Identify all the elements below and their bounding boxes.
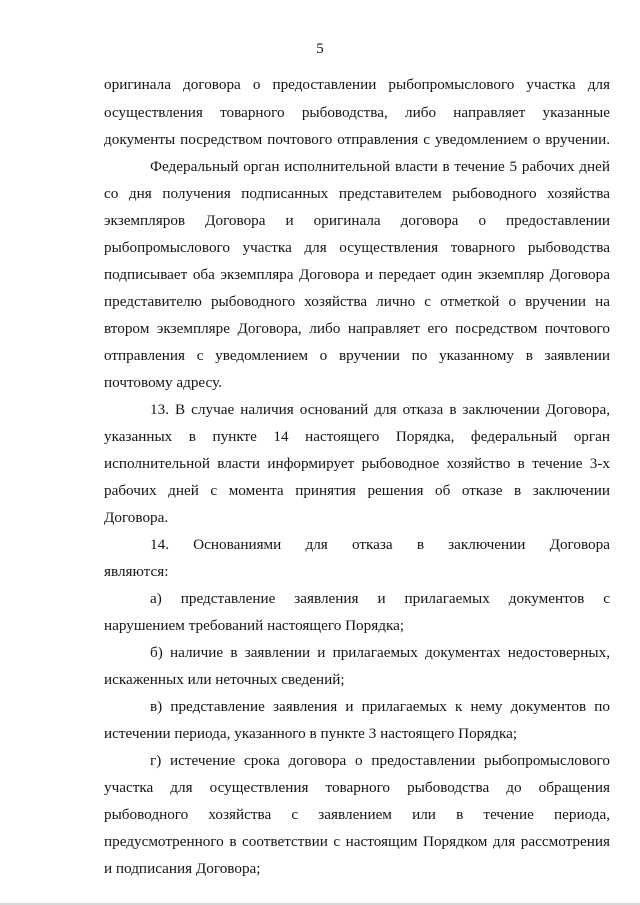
text-line: являются:: [104, 563, 169, 580]
text-line: истечении периода, указанного в пункте 3 настоящего Порядка;: [104, 725, 518, 742]
text-line: рыбоводного хозяйства с заявлением или в течение периода,: [104, 806, 610, 823]
text-line: а) представление заявления и прилагаемых документов с: [150, 590, 610, 607]
text-line: втором экземпляре Договора, либо направляет его посредством почтового: [104, 320, 610, 337]
text-line: со дня получения подписанных представителем рыбоводного хозяйства: [104, 185, 610, 202]
text-line: подписывает оба экземпляра Договора и передает один экземпляр Договора: [104, 266, 610, 283]
text-line: б) наличие в заявлении и прилагаемых документах недостоверных,: [150, 644, 610, 661]
text-line: и подписания Договора;: [104, 860, 261, 877]
text-line: осуществления товарного рыбоводства, либо направляет указанные: [104, 104, 610, 121]
text-line: искаженных или неточных сведений;: [104, 671, 345, 688]
text-line: почтовому адресу.: [104, 374, 222, 391]
text-line: рабочих дней с момента принятия решения об отказе в заключении: [104, 482, 610, 499]
text-line: исполнительной власти информирует рыбоводное хозяйство в течение 3-х: [104, 455, 610, 472]
text-line: представителю рыбоводного хозяйства лично с отметкой о вручении на: [104, 293, 610, 310]
text-line: указанных в пункте 14 настоящего Порядка, федеральный орган: [104, 428, 610, 445]
text-line: отправления с уведомлением о вручении по указанному в заявлении: [104, 347, 610, 364]
text-line: в) представление заявления и прилагаемых к нему документов по: [150, 698, 610, 715]
text-line: нарушением требований настоящего Порядка;: [104, 617, 405, 634]
page-number: 5: [316, 41, 324, 57]
text-line: Договора.: [104, 509, 169, 526]
text-line: рыбопромыслового участка для осуществления товарного рыбоводства: [104, 239, 610, 256]
text-line: участка для осуществления товарного рыбоводства до обращения: [104, 779, 610, 796]
text-line: Федеральный орган исполнительной власти в течение 5 рабочих дней: [150, 158, 610, 175]
text-line: 14. Основаниями для отказа в заключении Договора: [150, 536, 610, 553]
text-line: предусмотренного в соответствии с настоящим Порядком для рассмотрения: [104, 833, 610, 850]
text-line: оригинала договора о предоставлении рыбопромыслового участка для: [104, 76, 610, 93]
text-line: документы посредством почтового отправления с уведомлением о вручении.: [104, 131, 610, 148]
text-line: г) истечение срока договора о предоставлении рыбопромыслового: [150, 752, 610, 769]
text-line: экземпляров Договора и оригинала договора о предоставлении: [104, 212, 610, 229]
text-line: 13. В случае наличия оснований для отказа в заключении Договора,: [150, 401, 610, 418]
